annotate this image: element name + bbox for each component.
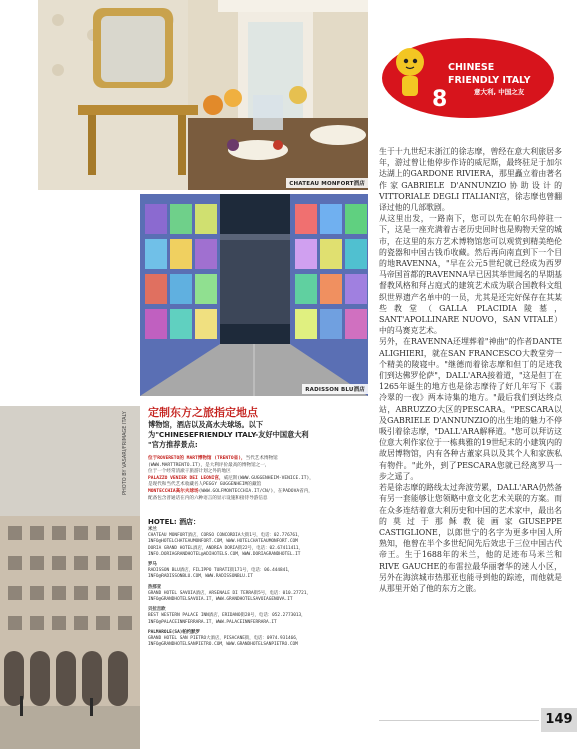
hotel-line: INFO@RADISSONBLU.COM，WWW.RADISSONBLU.IT xyxy=(148,574,253,580)
recommendation-line: 配备包含普通话在内的六种语言的显示设施和接待导游信息 xyxy=(148,495,268,501)
hotel-line: INFO@GRANDHOTELSANPIETRO.COM，WWW.GRANDHOTELSANPIETRO.COM xyxy=(148,642,298,648)
museum-photo xyxy=(140,194,368,396)
chateau-illustration xyxy=(38,0,368,190)
hotel-list xyxy=(148,527,362,652)
arcade-illustration xyxy=(0,406,140,749)
hotel-line: GRAND HOTEL SAN PIETRO大酒店，PISACANE街，电话：0974.931466， xyxy=(148,636,301,642)
hotel-city: PALMAROLE(SA)帕约默罗 xyxy=(148,629,200,635)
sidebar-intro-line: 为"CHINESEFRIENDLY ITALY-友好中国意大利 xyxy=(148,430,309,439)
hotel-city-block xyxy=(148,585,362,604)
hotel-line: INFO.DORIAGRANDHOTEL@ADIHOTELS.COM，WWW.DORIAGRANDHOTEL.IT xyxy=(148,551,301,557)
hotel-line: GRAND HOTEL SAVOIA酒店，ARSENALE DI TERRA街5号，电话：010.27721， xyxy=(148,590,311,596)
hotel-city-block xyxy=(148,607,362,626)
article-paragraph: 另外，在RAVENNA还埋葬着"神曲"的作者DANTE ALIGHIERI，就在SAN FRANCESCO大教堂旁一个精美的陵寝中。"继德而着徐志摩和但丁的足迹我们到达佛罗伦萨"，DALL'ARA接着道，"这是但丁在1265年诞生的地方也是徐志摩待了好几年写下《翡冷翠的一夜》两本诗集的地方。"最后我们到达终点站，ABRUZZO大区的PESCARA。"PESCARA以及GABRIELE D'ANNUNZIO的出生地的魅力不停吸引着徐志摩，"DALL'ARA解释道。"您可以拜访这位意大利作家位于一栋典雅的19世纪末的小建筑内的故居博物馆，内有各种古董家具以及其个人和家族私有物件。"此外，到了PESCARA您就已经离罗马一步之遥了。 xyxy=(379,337,562,481)
logo-line2: FRIENDLY ITALY xyxy=(448,75,531,86)
hotel-city: 贝拉吉欧 xyxy=(148,607,166,613)
logo-line3: 意大利, 中国之友 xyxy=(474,88,525,96)
article-body xyxy=(379,146,562,594)
arcade-photo xyxy=(0,406,140,749)
hotel-line: INFO@GRANDHOTELSAVOIA.IT，WWW.GRANDHOTELSAVOIAGENOVA.IT xyxy=(148,597,293,603)
photo-credit: PHOTO BY VASARI/FRIMAGE ITALY xyxy=(122,411,128,495)
hotel-line: RADISSON BLU酒店，FILIPPO TURATI街171号，电话：06.444841， xyxy=(148,568,293,574)
chateau-photo xyxy=(38,0,368,190)
sidebar-intro-line: "官方推荐景点: xyxy=(148,440,198,449)
museum-caption: RADISSON BLU酒店 xyxy=(302,384,368,394)
recommendation-line: PALAZZO VENIER DEI LEONI宫，威尼斯(WWW.GUGGENHEIM-VENICE.IT)， xyxy=(148,475,314,481)
museum-illustration xyxy=(140,194,368,396)
hotel-city: 热那亚 xyxy=(148,584,162,590)
sidebar-intro-line: 博物馆，酒店以及高水夫球场。以下 xyxy=(148,420,264,429)
hotel-city: 米兰 xyxy=(148,527,157,532)
hotel-line: INFO@PALACEINNFERRARA.IT，WWW.PALACEINNFERRARA.IT xyxy=(148,619,277,625)
article-paragraph: 从这里出发，一路南下，您可以先在帕尔玛停驻一下，这是一座充满着古老历史回时也是购物天堂的城市，在这里的东方艺术博物馆您可以观赏到精美绝伦的瓷器和中国古钱币收藏。然后再向南直到下一个目的地RAVENNA，"早在公元5世纪就已经成为西罗马帝国首都的RAVENNA早已因其举世闻名的早期基督教风格和拜占庭式的建筑艺术成为联合国教科文组织世界遗产名单中的一员，尤其是还完好保存在其某些教堂（GALLA PLACIDIA陵墓，SANT'APOLLINARE NUOVO，SAN VITALE）中的马赛克艺术。 xyxy=(379,214,562,336)
recommendation-line: 位于一个经常清澈干旅游计划之外的地区 xyxy=(148,469,231,475)
recommendation-list xyxy=(148,456,362,502)
hotel-line: INFO@HOTELCHATEAUMONFORT.COM，WWW.HOTELCHATEAUMONFORT.COM xyxy=(148,539,298,545)
hotel-line: DORIA GRAND HOTEL酒店，ANDREA DORIA街22号，电话：02.67411411， xyxy=(148,545,303,551)
hotel-city-block xyxy=(148,527,362,558)
footer-divider xyxy=(379,720,539,721)
article-paragraph: 若是徐志摩的路线太过奔波劳累，DALL'ARA仍然备有另一套能够让您领略中意文化艺术关联的方案。而在众多连结着意大利历史和中国的艺术家中，最出名的莫过于那稣教徒画家GIUSEPPE CASTIGLIONE，以郎世宁的名字为更多中国人所熟知，他曾在半个多世纪间先后效忠于三位中国古代帝王。生于1688年的米兰，他的足迹布马米兰和RIVE GAUCHE的布雷拉最华丽奢华的迷人小区，另外在海滨城市热那亚也能寻到他的踪迹，而他就是从那里开始了他的东方之旅。 xyxy=(379,483,562,593)
chateau-caption: CHATEAU MONFORT酒店 xyxy=(286,178,368,188)
hotels-heading: HOTEL: 酒店： xyxy=(148,518,201,526)
recommendation-line: (WWW.MARTTRENTO.IT)，是大利评价最高的博物馆之一， xyxy=(148,462,270,468)
hotel-line: CHATEAU MONFORT酒店，CORSO CONCORDIA大街1号，电话：02.776761， xyxy=(148,533,303,539)
chinese-friendly-italy-logo xyxy=(380,36,556,120)
hotel-city: 罗马 xyxy=(148,562,157,568)
recommendation-line: 位于ROVERETO的 MART博物馆 (TRENTO省)，当代艺术博物馆 xyxy=(148,456,278,461)
logo-number: 8 xyxy=(432,87,448,112)
recommendation-line: MONTECCHIA高尔夫球场(WWW.GOLFMONTECCHIA.IT/CN/)，在PADOVA省内， xyxy=(148,488,313,494)
page-number: 149 xyxy=(541,708,577,732)
hotel-city-block xyxy=(148,562,362,581)
sidebar-intro xyxy=(148,420,358,450)
recommendation-line: 是现代和当代艺术收藏名人PEGGY GUGGENHEIM的藏馆 xyxy=(148,482,262,488)
hotel-city-block xyxy=(148,630,362,649)
sidebar-title: 定制东方之旅指定地点 xyxy=(148,406,258,419)
article-paragraph: 生于十九世纪末浙江的徐志摩，曾经在意大利旅居多年，游过曾让他停步作诗的威尼斯，最终驻足于加尔达湖上的GARDONE RIVIERA，那里矗立着由著名作家GABRIELE D'ANNUNZIO协助设计的VITTORIALE DEGLI ITALIANI宫，徐志摩也曾翻译过他的几部歌剧。 xyxy=(379,147,562,213)
logo-line1: CHINESE xyxy=(448,62,495,73)
hotel-line: BEST WESTERN PALACE INN酒店，ERIDANO街28号，电话：052.2773013， xyxy=(148,613,306,619)
recommendations-sidebar xyxy=(140,396,368,749)
